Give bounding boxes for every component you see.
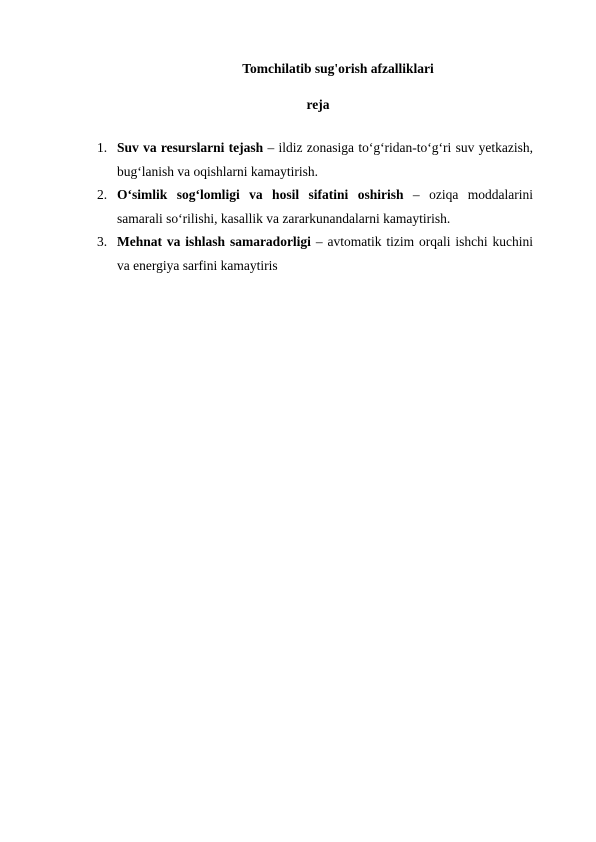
list-item — [97, 136, 533, 183]
list-item-text: – avtomatik tizim orqali ishchi kuchini va energiya sarfini kamaytiris — [117, 234, 533, 273]
list-item — [97, 183, 533, 230]
list-item-title: Suv va resurslarni tejash — [117, 140, 264, 155]
list-item-number: 2. — [97, 187, 108, 202]
list-item-number: 3. — [97, 234, 108, 249]
list-item-title: O‘simlik sog‘lomligi va hosil sifatini oshirish — [117, 187, 404, 202]
document-title: Tomchilatib sug'orish afzalliklari — [242, 61, 434, 76]
plan-list — [97, 136, 533, 277]
list-item-number: 1. — [97, 140, 108, 155]
document-subtitle: reja — [306, 97, 330, 112]
list-item-text: – oziqa moddalarini samarali so‘rilishi, kasallik va zararkunandalarni kamaytirish. — [117, 187, 533, 226]
list-item — [97, 230, 533, 277]
list-item-title: Mehnat va ishlash samaradorligi — [117, 234, 311, 249]
list-item-text: – ildiz zonasiga to‘g‘ridan-to‘g‘ri suv yetkazish, bug‘lanish va oqishlarni kamaytirish. — [117, 140, 533, 179]
